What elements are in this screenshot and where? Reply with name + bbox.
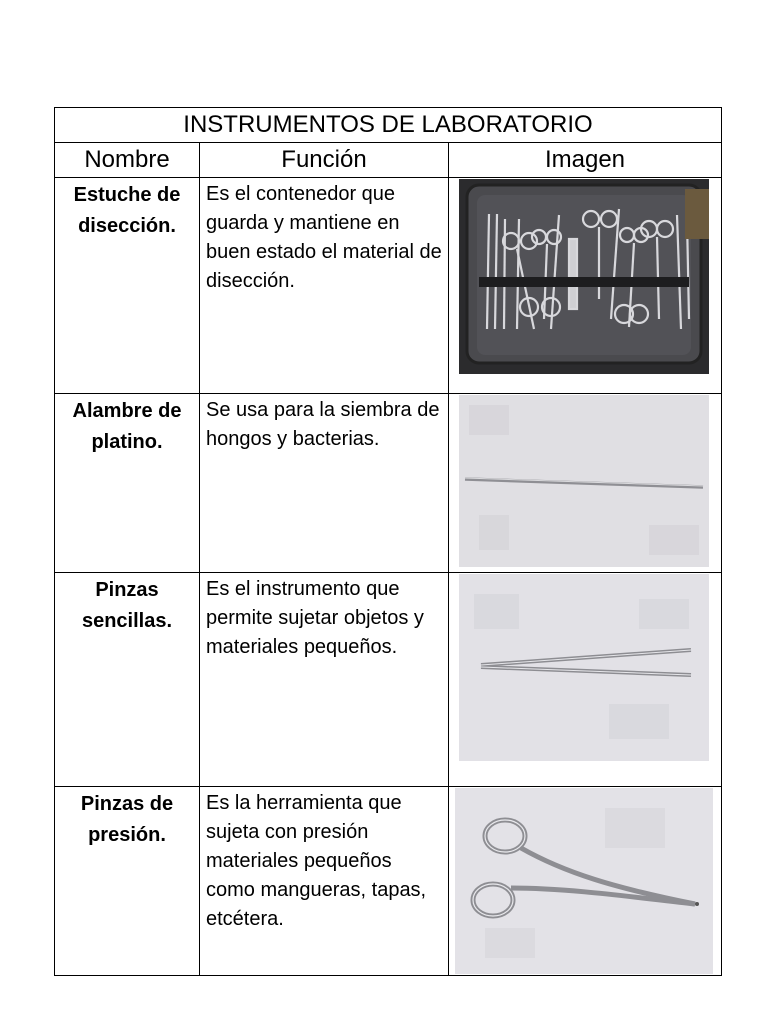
- table-row: [55, 178, 722, 394]
- table-row: [55, 787, 722, 976]
- table-title: INSTRUMENTOS DE LABORATORIO: [55, 108, 722, 143]
- instrument-name: Pinzas de presión.: [55, 787, 200, 976]
- table-row: [55, 573, 722, 787]
- instrument-function: Es el contenedor que guarda y mantiene en buen estado el material de disección.: [200, 178, 449, 394]
- table-row: [55, 394, 722, 573]
- header-nombre: Nombre: [55, 143, 200, 178]
- header-imagen: Imagen: [449, 143, 722, 178]
- header-row: [55, 143, 722, 178]
- instruments-table: [54, 107, 722, 976]
- instrument-name: Alambre de platino.: [55, 394, 200, 573]
- instrument-image-cell: [449, 787, 722, 976]
- platinum-wire-photo: [459, 395, 709, 567]
- simple-tweezers-photo: [459, 574, 709, 761]
- dissection-kit-photo: [459, 179, 709, 374]
- instrument-image-cell: [449, 394, 722, 573]
- title-row: [55, 108, 722, 143]
- instrument-name: Pinzas sencillas.: [55, 573, 200, 787]
- header-funcion: Función: [200, 143, 449, 178]
- instrument-image-cell: [449, 178, 722, 394]
- hemostat-forceps-photo: [455, 788, 713, 974]
- instrument-function: Se usa para la siembra de hongos y bacterias.: [200, 394, 449, 573]
- instrument-image-cell: [449, 573, 722, 787]
- instrument-function: Es la herramienta que sujeta con presión materiales pequeños como mangueras, tapas, etcétera.: [200, 787, 449, 976]
- instrument-function: Es el instrumento que permite sujetar objetos y materiales pequeños.: [200, 573, 449, 787]
- instrument-name: Estuche de disección.: [55, 178, 200, 394]
